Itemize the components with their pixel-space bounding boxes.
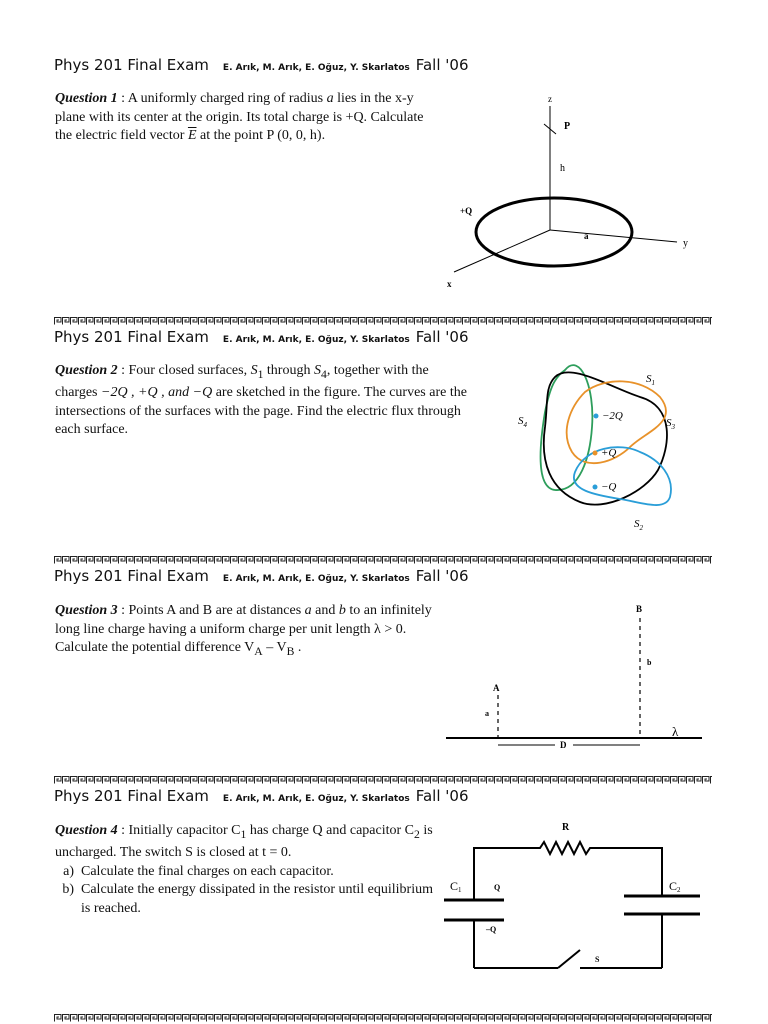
part-b: b. Calculate the energy dissipated in the resistor until equilibrium is reached. xyxy=(81,881,435,918)
z-axis-label: z xyxy=(548,94,552,104)
charge-minus-q: −Q xyxy=(601,481,617,493)
lambda-label: λ xyxy=(672,724,679,739)
radius-label: a xyxy=(584,231,589,241)
question-4-text: Question 4 : Initially capacitor $C_1$ has charge Q and capacitor $C_2$ is uncharged. The switch S is closed at t = 0. a. Calculate the final charges on each capacitor. b. Calculate the energy dissipated in the resistor until equilibrium is reached. xyxy=(55,822,435,918)
point-b-label: B xyxy=(636,604,643,614)
question-3-text: Question 3 : Points A and B are at distances a and b to an infinitely long line charge having a uniform charge per unit length λ > 0. Calculate the potential difference $V_A - V_B$ . xyxy=(55,603,432,658)
line-charge-figure xyxy=(440,598,710,758)
x-axis-label: x xyxy=(447,279,452,289)
ring-figure xyxy=(440,88,710,298)
authors: E. Arık, M. Arık, E. Oğuz, Y. Skarlatos xyxy=(222,63,410,73)
resistor-label: R xyxy=(562,822,570,833)
exam-header-4: Phys 201 Final Exam E. Arık, M. Arık, E. Oğuz, Y. Skarlatos Fall '06 xyxy=(54,787,469,805)
charge-minus-2q: −2Q xyxy=(602,410,623,422)
exam-header-1 xyxy=(54,56,469,74)
charge-plus-q: +Q xyxy=(601,447,617,459)
greek-key-divider xyxy=(54,556,712,564)
switch-label: S xyxy=(595,955,600,964)
charge-q-label: Q xyxy=(494,883,501,892)
question-1-text: Question 1 : A uniformly charged ring of radius a lies in the x-y plane with its center at the origin. Its total charge is +Q. Calculate the electric field vector $\overline{E}$ at the point P (0, 0, h). xyxy=(55,91,424,143)
exam-header-2: Phys 201 Final Exam E. Arık, M. Arık, E. Oğuz, Y. Skarlatos Fall '06 xyxy=(54,328,469,346)
course-title: Phys 201 Final Exam xyxy=(54,56,209,74)
s4-label: $S_4$ xyxy=(518,415,527,429)
h-label: h xyxy=(560,163,565,174)
c1-label: C1 xyxy=(450,879,462,894)
term: Fall '06 xyxy=(415,56,469,74)
exam-header-3: Phys 201 Final Exam E. Arık, M. Arık, E. Oğuz, Y. Skarlatos Fall '06 xyxy=(54,567,469,585)
point-a-label: A xyxy=(493,683,500,693)
question-4-parts xyxy=(55,863,435,919)
s1-label: $S_1$ xyxy=(646,373,655,387)
question-label: Question 1 xyxy=(55,91,118,106)
greek-key-divider xyxy=(54,776,712,784)
greek-key-divider xyxy=(54,1014,712,1022)
part-a: a. Calculate the final charges on each capacitor. xyxy=(81,863,435,882)
point-p-label: P xyxy=(564,121,571,132)
gauss-surfaces-figure xyxy=(510,352,710,542)
charge-neg-q-label: –Q xyxy=(486,925,497,934)
question-2-text: Question 2 : Four closed surfaces, $S_1$ through $S_4$, together with the charges −2Q , +Q , and −Q are sketched in the figure. The curves are the intersections of the surfaces with the page. Find the electric flux through each surface. xyxy=(55,363,467,438)
s3-label: $S_3$ xyxy=(666,417,675,431)
distance-a-label: a xyxy=(485,709,489,718)
circuit-figure xyxy=(440,816,710,978)
c2-label: C2 xyxy=(669,879,681,894)
s2-label: $S_2$ xyxy=(634,518,643,532)
distance-b-label: b xyxy=(647,658,652,667)
y-axis-label: y xyxy=(683,238,688,249)
distance-d-label: D xyxy=(560,740,567,750)
greek-key-divider xyxy=(54,317,712,325)
charge-label: +Q xyxy=(460,206,473,216)
